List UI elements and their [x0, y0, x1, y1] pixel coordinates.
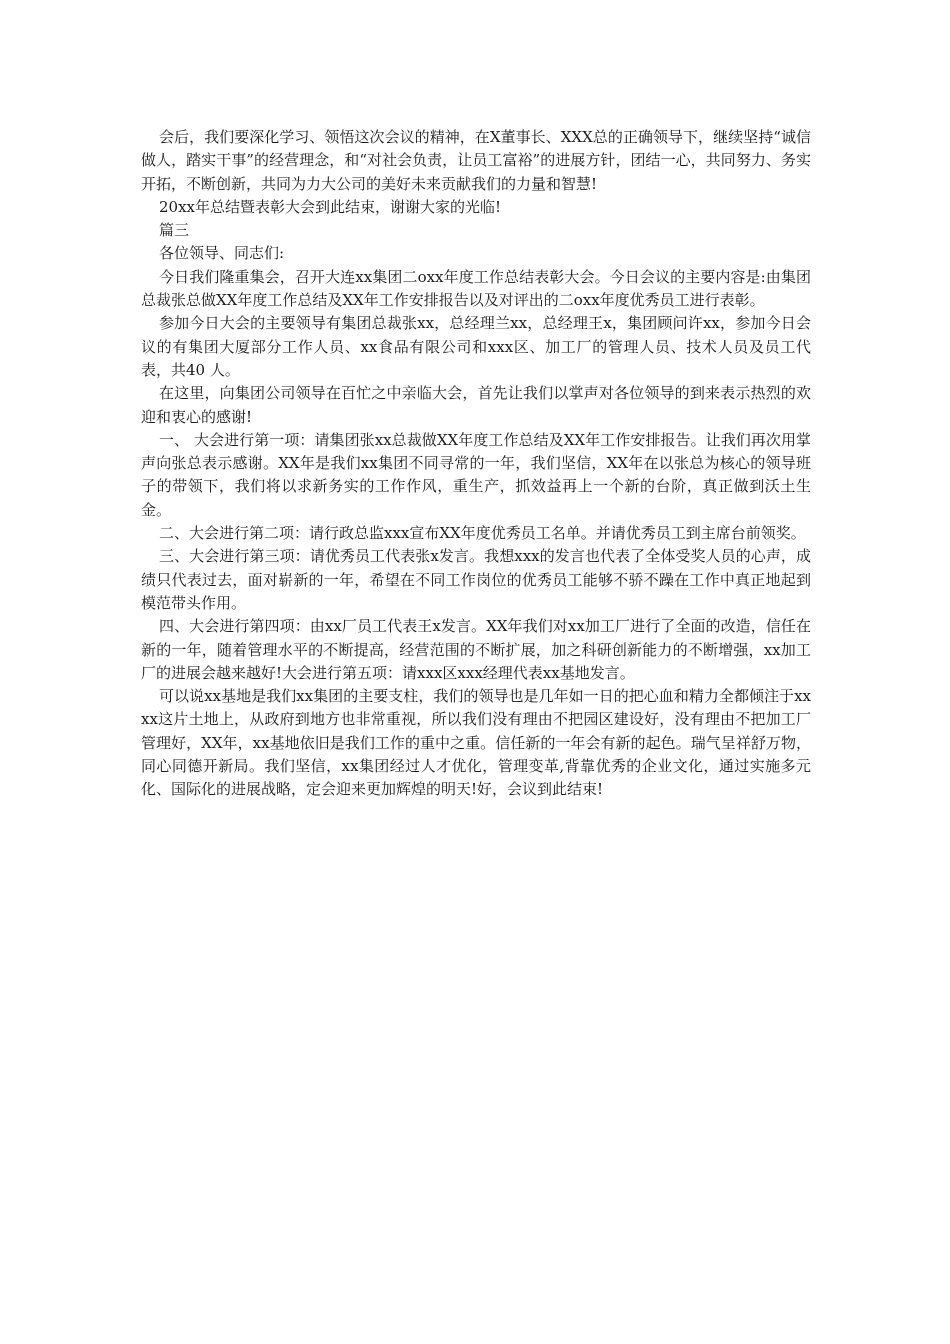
salutation: 各位领导、同志们:	[159, 244, 285, 263]
document-body	[141, 126, 811, 802]
paragraph-closing-remarks: 会后，我们要深化学习、领悟这次会议的精神，在X董事长、XXX总的正确领导下，继续坚持“诚信做人，踏实干事”的经营理念，和“对社会负责，让员工富裕”的进展方针，团结一心，共同努力、务实开拓，不断创新，共同为力大公司的美好未来贡献我们的力量和智慧!	[141, 128, 811, 193]
paragraph-welcome: 在这里，向集团公司领导在百忙之中亲临大会，首先让我们以掌声对各位领导的到来表示热烈的欢迎和衷心的感谢!	[141, 384, 811, 426]
paragraph-item-two: 二、大会进行第二项：请行政总监xxx宣布XX年度优秀员工名单。并请优秀员工到主席台前领奖。	[159, 524, 806, 543]
paragraph-item-one: 一、 大会进行第一项：请集团张xx总裁做XX年度工作总结及XX年工作安排报告。让我们再次用掌声向张总表示感谢。XX年是我们xx集团不同寻常的一年，我们坚信，XX年在以张总为核心的领导班子的带领下，我们将以求新务实的工作作风，重生产，抓效益再上一个新的台阶，真正做到沃土生金。	[141, 430, 811, 519]
paragraph-opening: 今日我们隆重集会，召开大连xx集团二oxx年度工作总结表彰大会。今日会议的主要内容是:由集团总裁张总做XX年度工作总结及XX年工作安排报告以及对评出的二oxx年度优秀员工进行表彰。	[141, 267, 811, 310]
paragraph-conclusion: 可以说xx基地是我们xx集团的主要支柱，我们的领导也是几年如一日的把心血和精力全都倾注于xxxx这片土地上，从政府到地方也非常重视，所以我们没有理由不把园区建设好，没有理由不把加工厂管理好，XX年，xx基地依旧是我们工作的重中之重。信任新的一年会有新的起色。瑞气呈祥舒万物，同心同德开新局。我们坚信，xx集团经过人才优化，管理变革,背靠优秀的企业文化，通过实施多元化、国际化的进展战略，定会迎来更加辉煌的明天!好，会议到此结束!	[141, 687, 811, 799]
paragraph-attendees: 参加今日大会的主要领导有集团总裁张xx，总经理兰xx，总经理王x，集团顾问许xx，参加今日会议的有集团大厦部分工作人员、xx食品有限公司和xxx区、加工厂的管理人员、技术人员及员工代表，共40 人。	[141, 314, 811, 379]
paragraph-item-four: 四、大会进行第四项：由xx厂员工代表王x发言。XX年我们对xx加工厂进行了全面的改造，信任在新的一年，随着管理水平的不断提高，经营范围的不断扩展，加之科研创新能力的不断增强，xx加工厂的进展会越来越好!大会进行第五项：请xxx区xxx经理代表xx基地发言。	[141, 617, 811, 682]
section-heading: 篇三	[159, 221, 190, 240]
paragraph-item-three: 三、大会进行第三项：请优秀员工代表张x发言。我想xxx的发言也代表了全体受奖人员的心声，成绩只代表过去，面对崭新的一年，希望在不同工作岗位的优秀员工能够不骄不躁在工作中真正地起到模范带头作用。	[141, 547, 811, 612]
paragraph-meeting-end: 20xx年总结暨表彰大会到此结束，谢谢大家的光临!	[159, 197, 502, 216]
